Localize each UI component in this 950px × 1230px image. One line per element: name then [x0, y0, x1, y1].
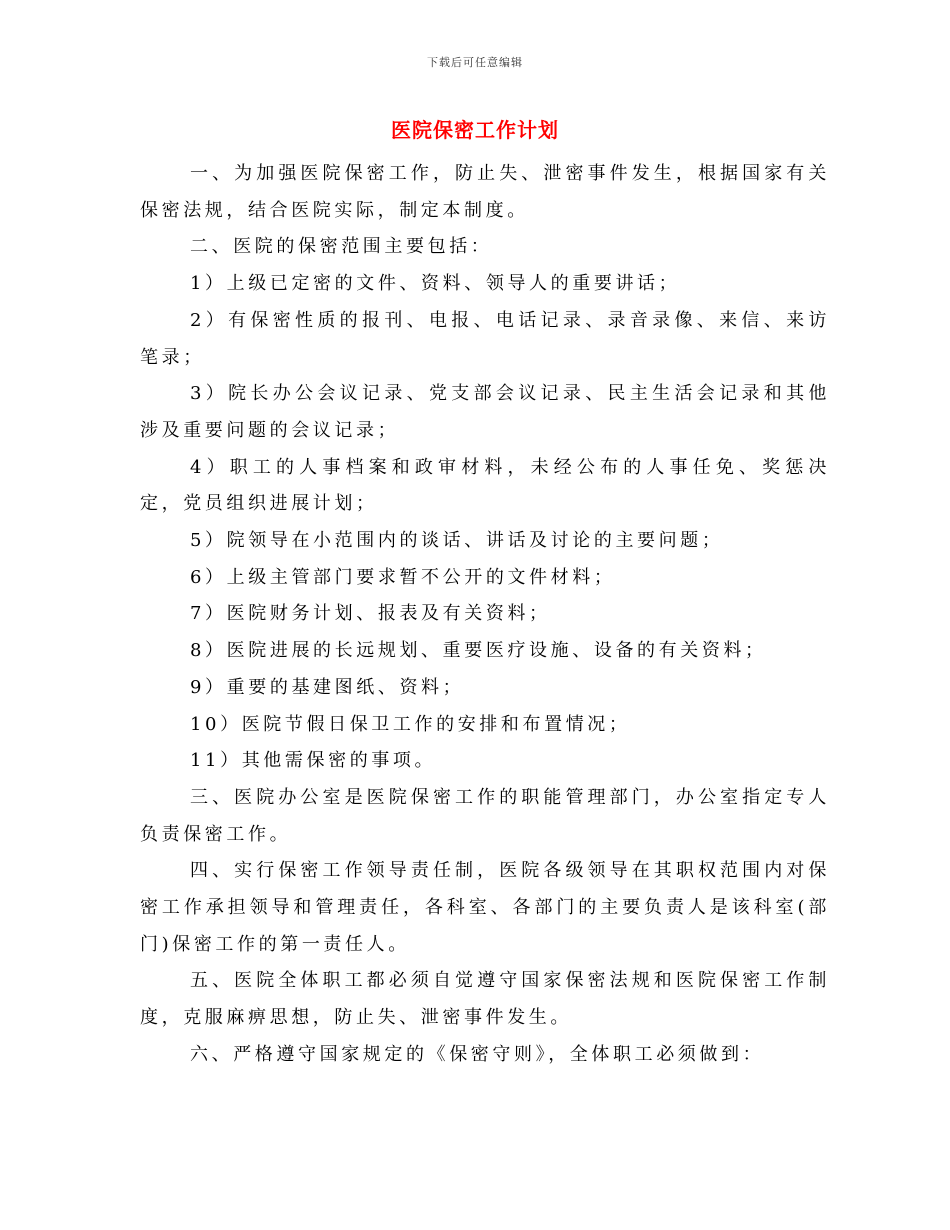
list-item: 2）有保密性质的报刊、电报、电话记录、录音录像、来信、来访笔录；	[140, 309, 830, 368]
list-item: 3）院长办公会议记录、党支部会议记录、民主生活会记录和其他涉及重要问题的会议记录；	[140, 383, 830, 441]
paragraph-section-2: 二、医院的保密范围主要包括：	[190, 236, 493, 258]
list-item: 8）医院进展的长远规划、重要医疗设施、设备的有关资料；	[190, 640, 767, 662]
list-item: 10）医院节假日保卫工作的安排和布置情况；	[190, 713, 631, 735]
list-item: 11）其他需保密的事项。	[190, 750, 437, 772]
list-item: 7）医院财务计划、报表及有关资料；	[190, 603, 551, 625]
document-title: 医院保密工作计划	[391, 118, 559, 142]
list-item: 4）职工的人事档案和政审材料，未经公布的人事任免、奖惩决定，党员组织进展计划；	[140, 456, 830, 515]
document-body	[140, 156, 830, 1074]
list-item: 5）院领导在小范围内的谈话、讲话及讨论的主要问题；	[190, 530, 724, 552]
paragraph-section-5: 五、医院全体职工都必须自觉遵守国家保密法规和医院保密工作制度，克服麻痹思想，防止失、泄密事件发生。	[140, 970, 830, 1029]
paragraph-section-3: 三、医院办公室是医院保密工作的职能管理部门，办公室指定专人负责保密工作。	[140, 786, 830, 845]
list-item: 1）上级已定密的文件、资料、领导人的重要讲话；	[190, 273, 681, 295]
paragraph-section-1: 一、为加强医院保密工作，防止失、泄密事件发生，根据国家有关保密法规，结合医院实际，制定本制度。	[140, 163, 830, 221]
list-item: 6）上级主管部门要求暂不公开的文件材料；	[190, 566, 616, 588]
paragraph-section-4: 四、实行保密工作领导责任制，医院各级领导在其职权范围内对保密工作承担领导和管理责任，各科室、各部门的主要负责人是该科室(部门)保密工作的第一责任人。	[140, 860, 830, 955]
paragraph-section-6: 六、严格遵守国家规定的《保密守则》，全体职工必须做到：	[190, 1043, 765, 1065]
list-item: 9）重要的基建图纸、资料；	[190, 676, 465, 698]
page-header: 下载后可任意编辑	[427, 56, 523, 69]
